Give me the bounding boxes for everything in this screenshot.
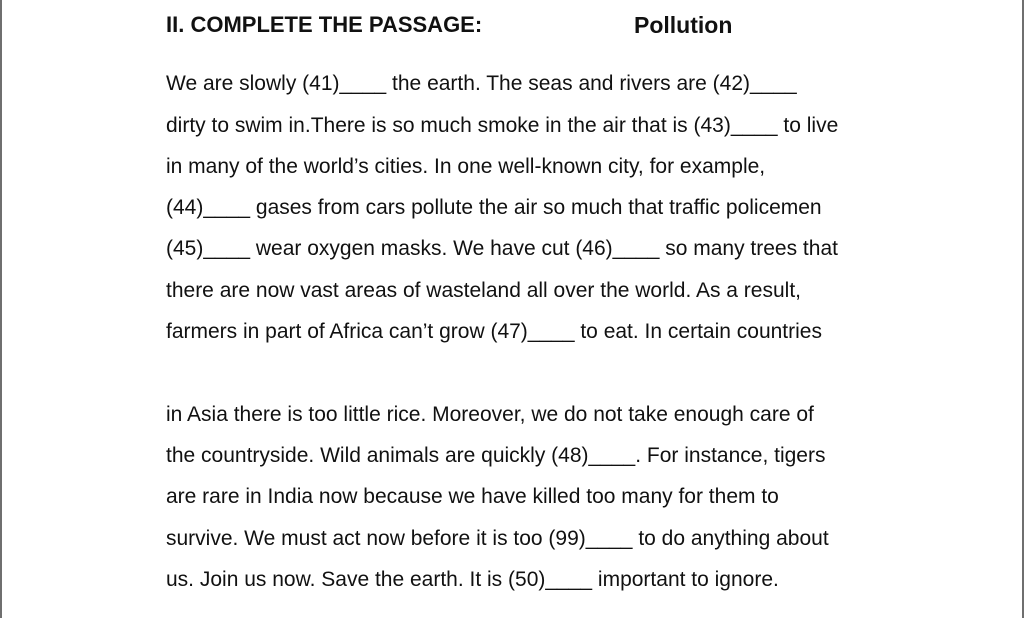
- page-left-border: [0, 0, 2, 618]
- passage-line: dirty to swim in.There is so much smoke in the air that is (43)____ to live: [166, 114, 839, 137]
- passage-line: the countryside. Wild animals are quickly (48)____. For instance, tigers: [166, 444, 826, 467]
- section-heading: II. COMPLETE THE PASSAGE:: [166, 12, 483, 37]
- passage-line: (44)____ gases from cars pollute the air so much that traffic policemen: [166, 196, 822, 219]
- passage-line: (45)____ wear oxygen masks. We have cut (46)____ so many trees that: [166, 237, 838, 260]
- passage-line: survive. We must act now before it is too (99)____ to do anything about: [166, 527, 829, 550]
- passage-title: Pollution: [634, 12, 733, 38]
- passage-line: are rare in India now because we have killed too many for them to: [166, 485, 779, 508]
- passage-line: in Asia there is too little rice. Moreover, we do not take enough care of: [166, 403, 814, 426]
- passage-line: in many of the world’s cities. In one well-known city, for example,: [166, 155, 766, 178]
- passage-line: farmers in part of Africa can’t grow (47)____ to eat. In certain countries: [166, 320, 822, 343]
- passage-line: there are now vast areas of wasteland all over the world. As a result,: [166, 279, 801, 302]
- passage-line: us. Join us now. Save the earth. It is (50)____ important to ignore.: [166, 568, 779, 591]
- passage-line: We are slowly (41)____ the earth. The seas and rivers are (42)____: [166, 72, 797, 95]
